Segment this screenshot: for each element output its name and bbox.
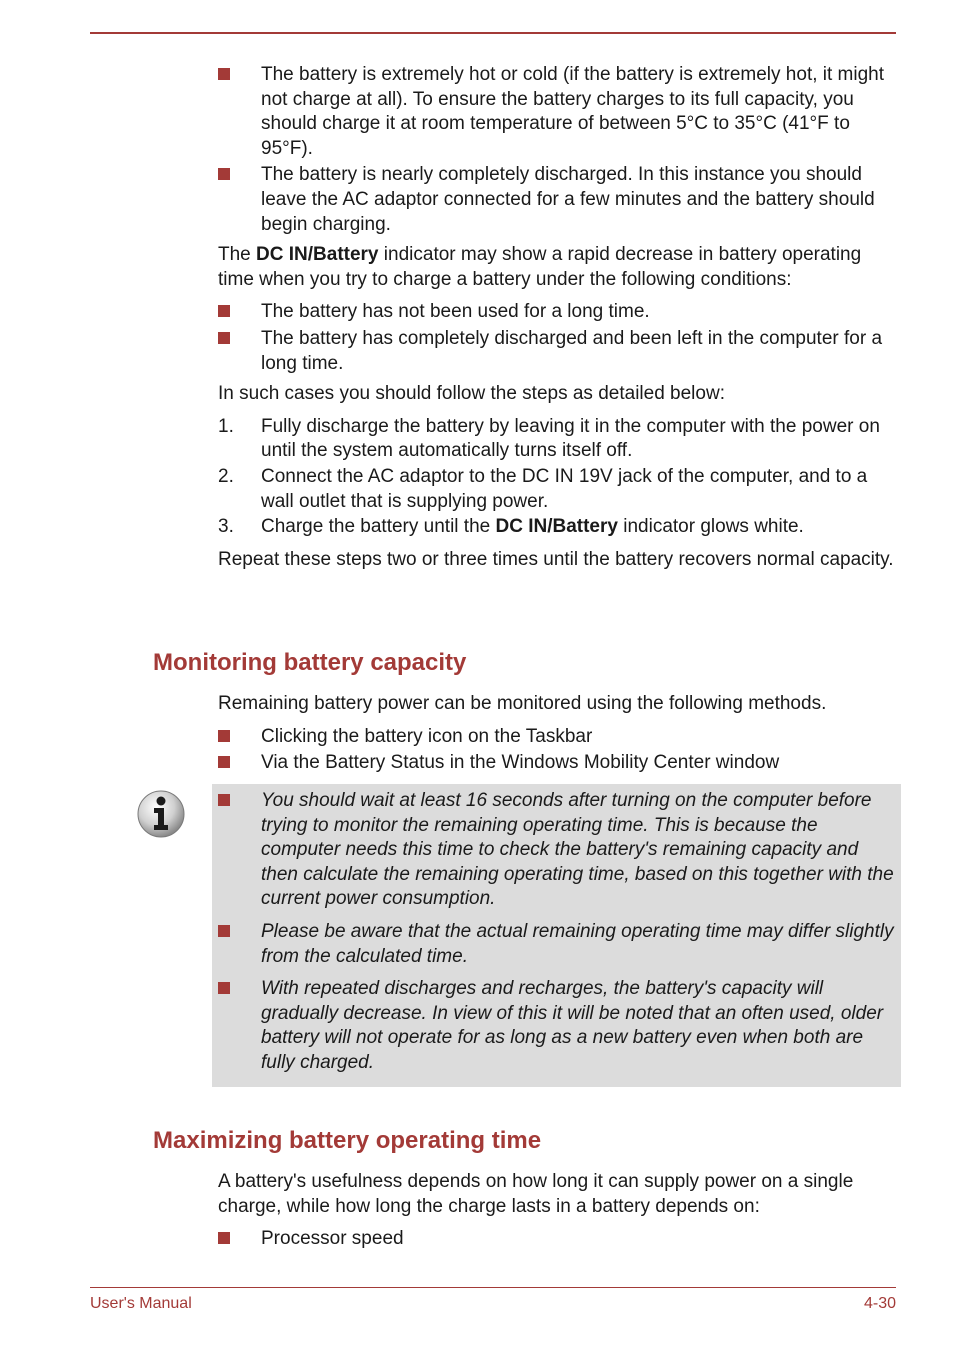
list-item: The battery is extremely hot or cold (if the battery is extremely hot, it might not charge at all). To ensure the battery charges to its full capacity, you should charge it at room temperature of between 5°C to 35°C (41°F to 95°F). — [218, 63, 898, 161]
bullet-list-maximizing — [218, 1227, 898, 1252]
steps-intro: In such cases you should follow the steps as detailed below: — [218, 383, 725, 405]
bullet-list-rapid-decrease — [218, 300, 898, 376]
bullet-square-icon — [218, 756, 230, 768]
footer-rule — [90, 1287, 896, 1288]
content-block-maximizing — [218, 1170, 898, 1254]
header-rule — [90, 32, 896, 34]
heading-maximizing: Maximizing battery operating time — [153, 1127, 542, 1154]
content-block-monitoring — [218, 692, 898, 778]
step-item: 2. Connect the AC adaptor to the DC IN 19V jack of the computer, and to a wall outlet that is supplying power. — [218, 465, 868, 512]
bullet-square-icon — [218, 68, 230, 80]
bullet-square-icon — [218, 1232, 230, 1244]
bullet-square-icon — [218, 794, 230, 806]
list-item: The battery has completely discharged and been left in the computer for a long time. — [218, 327, 898, 376]
content-block-charging — [218, 63, 898, 572]
list-item: Please be aware that the actual remaining operating time may differ slightly from the calculated time. — [218, 920, 896, 969]
list-item: You should wait at least 16 seconds after turning on the computer before trying to monitor the remaining operating time. This is because the computer needs this time to check the battery's remaining capacity and then calculate the remaining operating time, based on this together with the current power consumption. — [218, 789, 896, 912]
list-item: The battery has not been used for a long time. — [218, 300, 898, 325]
page-number: 4-30 — [863, 1295, 896, 1312]
bullet-square-icon — [218, 332, 230, 344]
bullet-square-icon — [218, 982, 230, 994]
bullet-list-charging-conditions — [218, 63, 898, 237]
numbered-steps — [218, 415, 898, 540]
list-item: The battery is nearly completely discharged. In this instance you should leave the AC adaptor connected for a few minutes and the battery should begin charging. — [218, 163, 898, 237]
paragraph-indicator: The DC IN/Battery indicator may show a rapid decrease in battery operating time when you try to charge a battery under the following conditions: — [218, 244, 862, 290]
monitoring-intro: Remaining battery power can be monitored using the following methods. — [218, 693, 827, 714]
note-box — [212, 784, 901, 1087]
list-item: With repeated discharges and recharges, the battery's capacity will gradually decrease. In view of this it will be noted that an often used, older battery will not operate for as long as a new battery even when both are fully charged. — [218, 977, 896, 1075]
bullet-square-icon — [218, 925, 230, 937]
bullet-square-icon — [218, 730, 230, 742]
step-item: 1. Fully discharge the battery by leaving it in the computer with the power on until the system automatically turns itself off. — [218, 415, 880, 462]
footer-manual-title: User's Manual — [90, 1295, 192, 1312]
bullet-square-icon — [218, 305, 230, 317]
heading-monitoring: Monitoring battery capacity — [153, 649, 467, 676]
list-item: Clicking the battery icon on the Taskbar — [218, 725, 898, 750]
bullet-square-icon — [218, 168, 230, 180]
bullet-list-monitoring — [218, 725, 898, 776]
list-item: Via the Battery Status in the Windows Mobility Center window — [218, 751, 898, 776]
info-icon — [136, 789, 186, 839]
step-item: 3. Charge the battery until the DC IN/Battery indicator glows white. — [218, 516, 804, 538]
maximizing-intro: A battery's usefulness depends on how long it can supply power on a single charge, while how long the charge lasts in a battery depends on: — [218, 1171, 854, 1217]
note-bullet-list — [218, 789, 896, 1084]
repeat-paragraph: Repeat these steps two or three times until the battery recovers normal capacity. — [218, 548, 894, 570]
list-item: Processor speed — [218, 1227, 898, 1252]
